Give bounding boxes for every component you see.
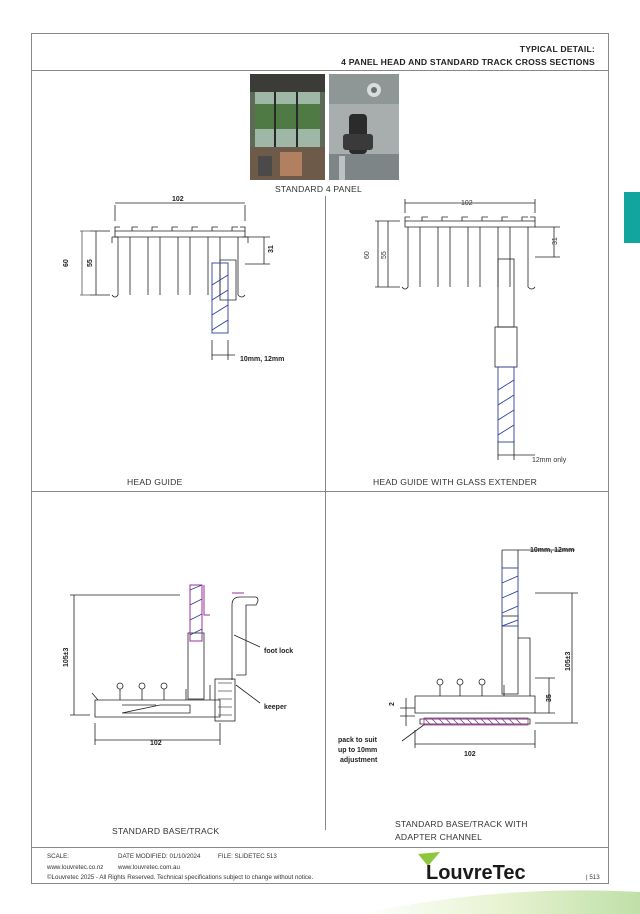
photo-interior	[250, 74, 325, 180]
bt-dim-width: 102	[150, 740, 162, 747]
bta-pack-note-1: pack to suit	[338, 737, 377, 744]
hge-dim-width: 102	[461, 200, 473, 207]
title-line-1: TYPICAL DETAIL:	[519, 44, 595, 54]
bt-label-keeper: keeper	[264, 704, 287, 711]
base-track-adapter-drawing	[330, 538, 590, 768]
decorative-swoosh	[360, 884, 640, 914]
footer-url-au[interactable]: www.louvretec.com.au	[118, 864, 180, 871]
hg-dim-height: 60	[63, 259, 70, 267]
bta-pack-note-2: up to 10mm	[338, 747, 378, 754]
panel-divider-horizontal	[31, 491, 609, 492]
header-divider	[31, 70, 609, 71]
head-guide-caption: HEAD GUIDE	[127, 477, 183, 487]
footer-copyright: ©Louvretec 2025 - All Rights Reserved. Technical specifications subject to change without notice.	[47, 874, 314, 881]
base-track-adapter-caption-2: ADAPTER CHANNEL	[395, 832, 483, 842]
bt-dim-height: 105±3	[63, 647, 70, 667]
footer-divider	[31, 847, 609, 848]
footer-page-number: | 513	[586, 874, 600, 881]
louvretec-logo	[418, 852, 558, 886]
bta-dim-35: 35	[546, 694, 553, 702]
photo-track-detail	[329, 74, 399, 180]
footer-url-nz[interactable]: www.louvretec.co.nz	[47, 864, 104, 871]
section-tab	[624, 192, 640, 243]
head-guide-drawing	[60, 195, 290, 470]
footer-scale: SCALE:	[47, 853, 70, 860]
hg-dim-inner: 55	[87, 259, 94, 267]
base-track-adapter-caption-1: STANDARD BASE/TRACK WITH	[395, 819, 528, 829]
head-guide-extender-caption: HEAD GUIDE WITH GLASS EXTENDER	[373, 477, 538, 487]
hg-glass-note: 10mm, 12mm	[240, 356, 285, 363]
hg-dim-width: 102	[172, 196, 184, 203]
title-line-2: 4 PANEL HEAD AND STANDARD TRACK CROSS SECTIONS	[341, 57, 595, 67]
bta-dim-height: 105±3	[565, 651, 572, 671]
footer-file: FILE: SLIDETEC 513	[218, 853, 277, 860]
bt-label-foot-lock: foot lock	[264, 648, 294, 655]
bta-pack-note-3: adjustment	[340, 757, 378, 764]
hge-dim-inner: 55	[381, 251, 388, 259]
logo-wordmark: LouvreTec	[426, 862, 526, 884]
hge-glass-note: 12mm only	[532, 457, 567, 464]
hge-dim-depth: 31	[552, 237, 559, 245]
base-track-caption: STANDARD BASE/TRACK	[112, 826, 220, 836]
footer-date: DATE MODIFIED: 01/10/2024	[118, 853, 201, 860]
bta-dim-width: 102	[464, 751, 476, 758]
panel-divider-vertical	[325, 196, 326, 830]
head-guide-extender-drawing	[355, 195, 585, 470]
base-track-drawing	[60, 575, 300, 755]
hge-dim-height: 60	[364, 251, 371, 259]
bta-dim-2: 2	[389, 702, 396, 706]
hg-dim-depth: 31	[268, 245, 275, 253]
photo-caption: STANDARD 4 PANEL	[275, 184, 362, 194]
bta-glass-note: 10mm, 12mm	[530, 547, 575, 554]
